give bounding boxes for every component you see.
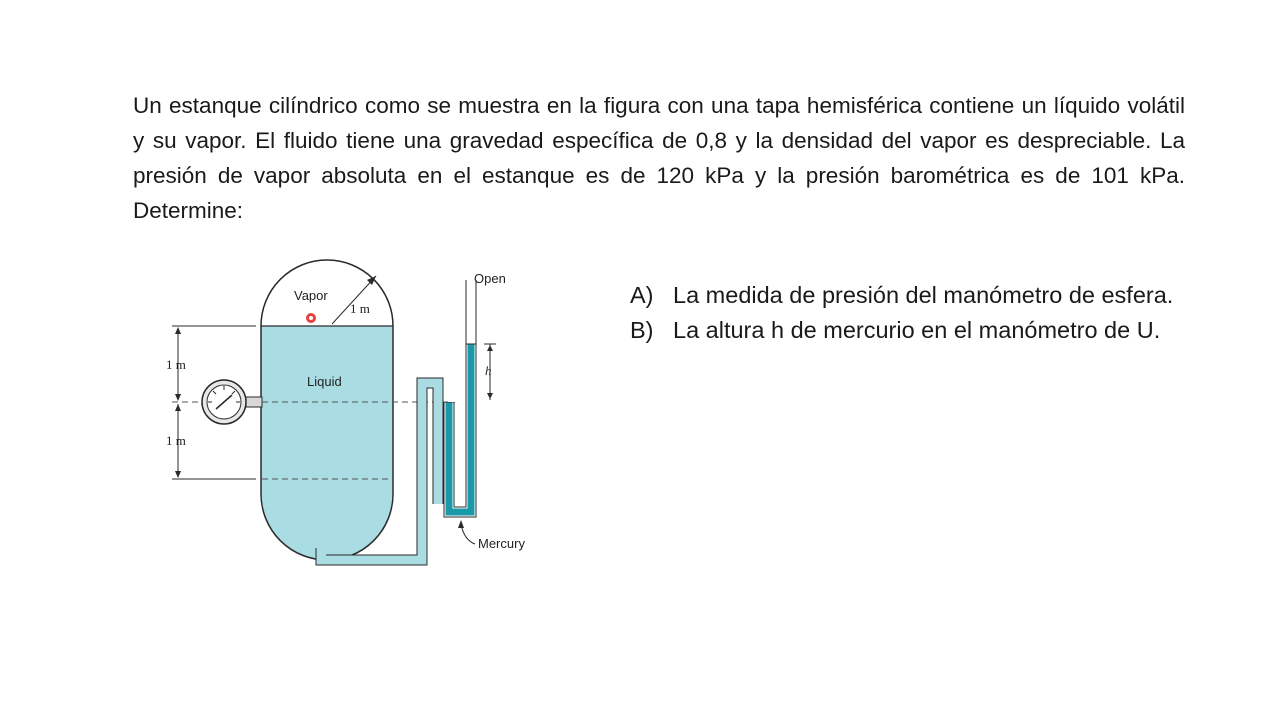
tank-manometer-figure	[150, 258, 550, 578]
dim-arrow-bottom	[175, 471, 181, 478]
label-dim-lower: 1 m	[166, 433, 186, 448]
label-vapor: Vapor	[294, 288, 328, 303]
dim-arrow-mid-up	[175, 394, 181, 401]
label-liquid: Liquid	[307, 374, 342, 389]
label-h: h	[485, 363, 492, 378]
label-radius: 1 m	[350, 301, 370, 316]
question-marker: A)	[630, 282, 654, 308]
question-text: La altura h de mercurio en el manómetro de U.	[673, 317, 1161, 343]
gauge-connector	[246, 397, 262, 407]
mercury-tube-outline-inner	[454, 280, 466, 507]
problem-statement	[133, 88, 1185, 228]
question-text: La medida de presión del manómetro de esfera.	[673, 282, 1174, 308]
h-arrow-bottom	[487, 393, 493, 399]
question-b	[630, 313, 1190, 348]
dim-arrow-top	[175, 327, 181, 334]
pointer-dot-center	[309, 316, 313, 320]
mercury-left-cap	[444, 402, 455, 403]
questions-list	[630, 278, 1190, 348]
label-open: Open	[474, 271, 506, 286]
label-mercury: Mercury	[478, 536, 525, 551]
h-arrow-top	[487, 345, 493, 351]
tank-diagram	[150, 258, 550, 578]
mercury-leader-arrow	[458, 520, 464, 528]
dim-arrow-mid-down	[175, 404, 181, 411]
problem-paragraph: Un estanque cilíndrico como se muestra en la figura con una tapa hemisférica contiene un líquido volátil y su vapor. El fluido tiene una gravedad específica de 0,8 y la densidad del vapor es despreciable. La presión de vapor absoluta en el estanque es de 120 kPa y la presión barométrica es de 101 kPa. Determine:	[133, 93, 1185, 223]
question-marker: B)	[630, 317, 654, 343]
tank-liquid	[261, 326, 393, 560]
question-a	[630, 278, 1190, 313]
label-dim-upper: 1 m	[166, 357, 186, 372]
mercury-column	[449, 344, 471, 512]
